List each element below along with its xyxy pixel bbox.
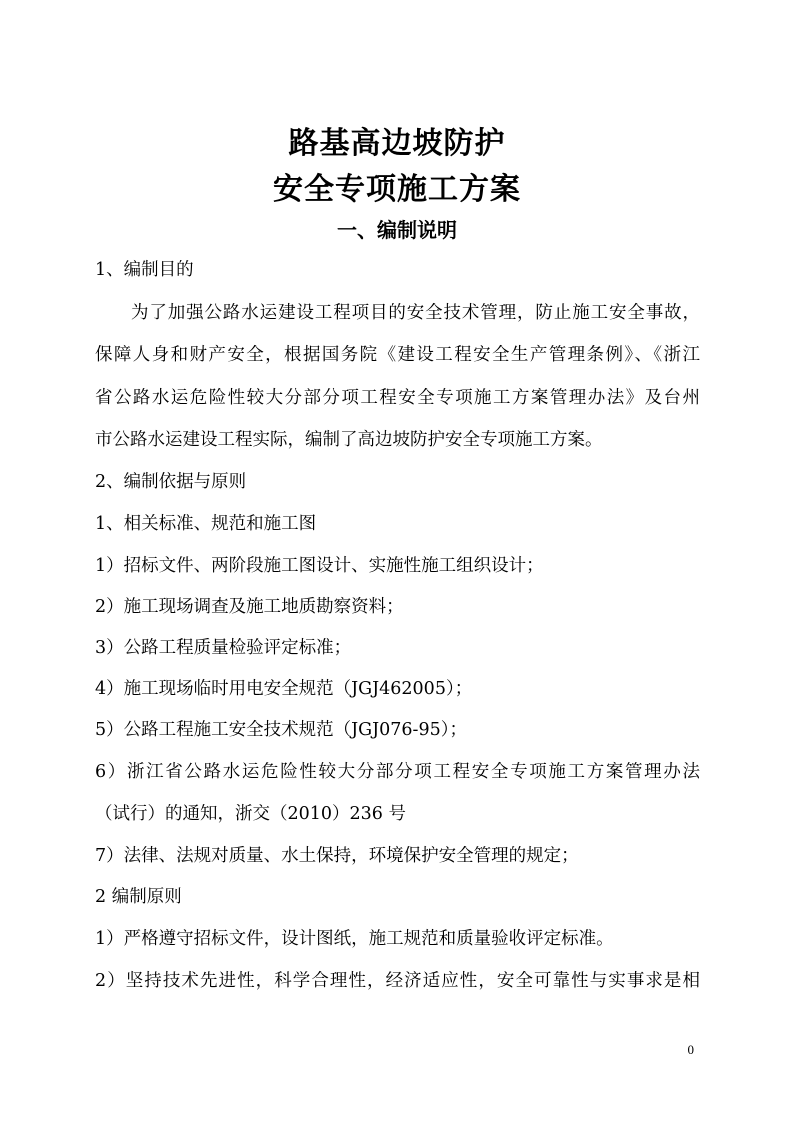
purpose-heading: 1、编制目的 (95, 260, 194, 280)
list-item: 5）公路工程施工安全技术规范（JGJ076-95）； (95, 720, 467, 740)
purpose-paragraph-line: 为了加强公路水运建设工程项目的安全技术管理，防止施工安全事故， (131, 303, 700, 323)
list-item: 1）严格遵守招标文件，设计图纸，施工规范和质量验收评定标准。 (95, 929, 614, 949)
page-number: 0 (687, 1042, 694, 1057)
list-item: 3）公路工程质量检验评定标准； (95, 638, 352, 658)
purpose-paragraph-line: 市公路水运建设工程实际，编制了高边坡防护安全专项施工方案。 (95, 430, 603, 450)
list-item: 2）施工现场调查及施工地质勘察资料； (95, 597, 404, 617)
basis-heading: 2、编制依据与原则 (95, 472, 247, 492)
standards-heading: 1、相关标准、规范和施工图 (95, 514, 317, 534)
document-title-line2: 安全专项施工方案 (273, 172, 521, 207)
purpose-paragraph-line: 保障人身和财产安全，根据国务院《建设工程安全生产管理条例》、《浙江 (95, 345, 700, 365)
purpose-paragraph-line: 省公路水运危险性较大分部分项工程安全专项施工方案管理办法》及台州 (95, 388, 700, 408)
list-item: 7）法律、法规对质量、水土保持，环境保护安全管理的规定； (95, 846, 579, 866)
list-item: 6）浙江省公路水运危险性较大分部分项工程安全专项施工方案管理办法 (95, 762, 700, 782)
principle-heading: 2 编制原则 (95, 887, 182, 907)
list-item: 2）坚持技术先进性，科学合理性，经济适应性，安全可靠性与实事求是相 (95, 971, 700, 991)
list-item: 1）招标文件、两阶段施工图设计、实施性施工组织设计； (95, 556, 544, 576)
section-heading: 一、编制说明 (337, 218, 457, 242)
list-item: 4）施工现场临时用电安全规范（JGJ462005）； (95, 679, 473, 699)
list-item-continuation: （试行）的通知，浙交（2010）236 号 (95, 804, 406, 824)
document-title-line1: 路基高边坡防护 (288, 126, 506, 161)
